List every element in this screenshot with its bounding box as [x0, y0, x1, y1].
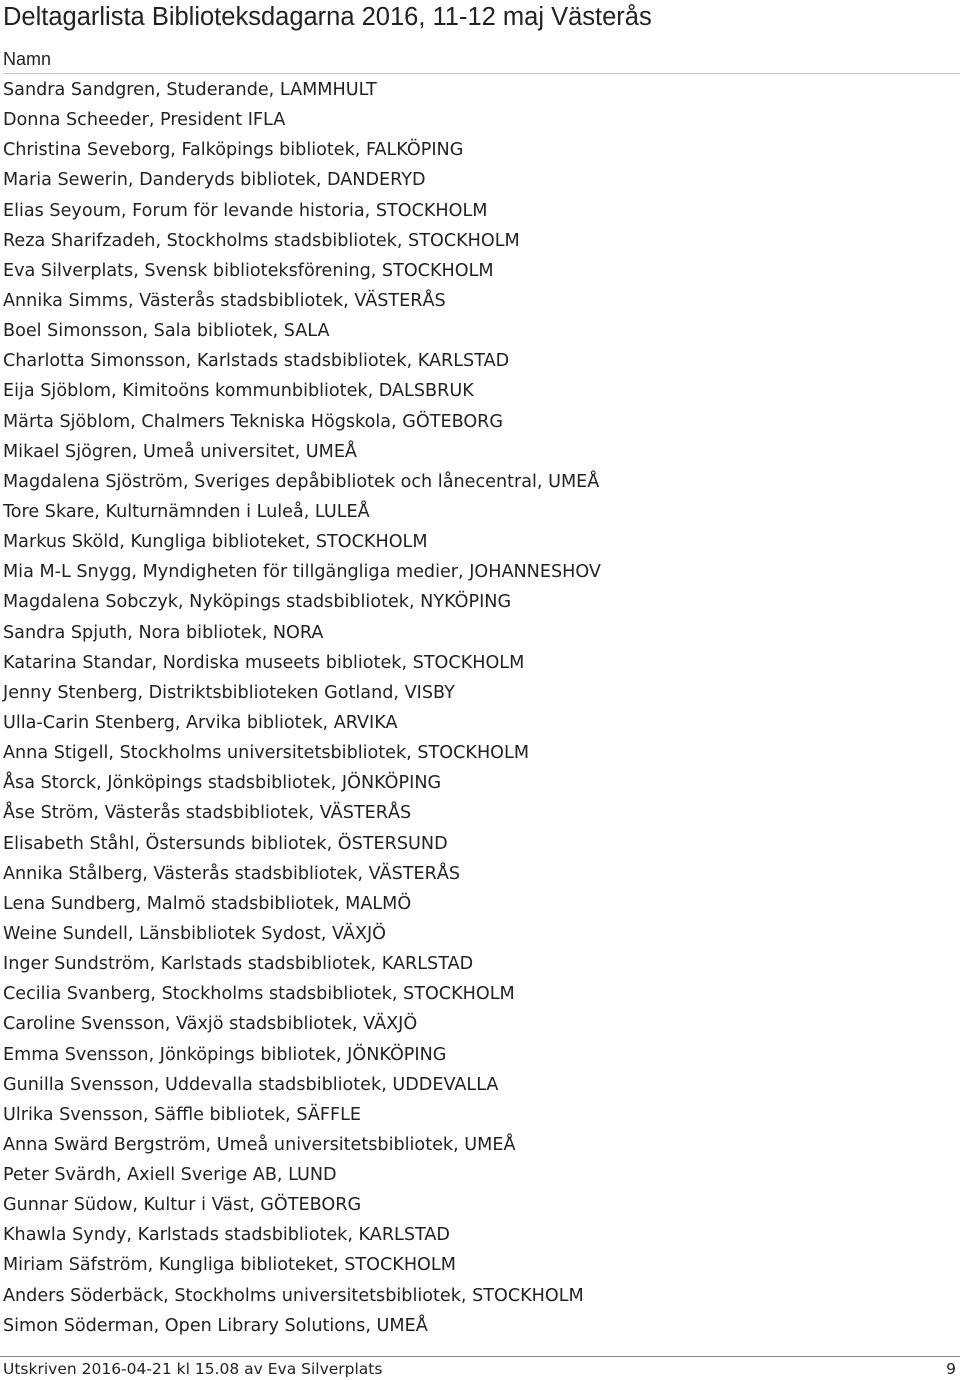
page-number: 9	[946, 1360, 956, 1378]
participant-row: Simon Söderman, Open Library Solutions, UMEÅ	[3, 1315, 428, 1336]
participant-row: Donna Scheeder, President IFLA	[3, 110, 286, 131]
participant-row: Charlotta Simonsson, Karlstads stadsbibliotek, KARLSTAD	[3, 351, 510, 372]
participant-row: Elias Seyoum, Forum för levande historia, STOCKHOLM	[3, 200, 488, 221]
page-title: Deltagarlista Biblioteksdagarna 2016, 11-12 maj Västerås	[3, 3, 652, 31]
participant-row: Magdalena Sobczyk, Nyköpings stadsbibliotek, NYKÖPING	[3, 592, 512, 613]
participant-row: Gunnar Südow, Kultur i Väst, GÖTEBORG	[3, 1195, 362, 1216]
column-header-namn: Namn	[3, 48, 960, 74]
participant-row: Emma Svensson, Jönköpings bibliotek, JÖNKÖPING	[3, 1044, 447, 1065]
participant-row: Eva Silverplats, Svensk biblioteksförening, STOCKHOLM	[3, 260, 494, 281]
participant-row: Anders Söderbäck, Stockholms universitetsbibliotek, STOCKHOLM	[3, 1285, 584, 1306]
participant-row: Boel Simonsson, Sala bibliotek, SALA	[3, 321, 330, 342]
participant-row: Maria Sewerin, Danderyds bibliotek, DANDERYD	[3, 170, 426, 191]
footer-printed-info: Utskriven 2016-04-21 kl 15.08 av Eva Silverplats	[3, 1360, 383, 1378]
participant-row: Ulla-Carin Stenberg, Arvika bibliotek, ARVIKA	[3, 712, 398, 733]
participant-row: Annika Simms, Västerås stadsbibliotek, VÄSTERÅS	[3, 290, 446, 311]
participant-row: Åse Ström, Västerås stadsbibliotek, VÄSTERÅS	[3, 803, 412, 824]
participant-row: Magdalena Sjöström, Sveriges depåbibliotek och lånecentral, UMEÅ	[3, 471, 600, 492]
participant-row: Åsa Storck, Jönköpings stadsbibliotek, JÖNKÖPING	[3, 773, 442, 794]
participant-row: Caroline Svensson, Växjö stadsbibliotek, VÄXJÖ	[3, 1014, 418, 1035]
participant-row: Mikael Sjögren, Umeå universitet, UMEÅ	[3, 441, 357, 462]
participant-row: Eija Sjöblom, Kimitoöns kommunbibliotek, DALSBRUK	[3, 381, 474, 402]
participant-row: Sandra Spjuth, Nora bibliotek, NORA	[3, 622, 324, 643]
participant-row: Jenny Stenberg, Distriktsbiblioteken Gotland, VISBY	[3, 682, 455, 703]
participant-row: Miriam Säfström, Kungliga biblioteket, STOCKHOLM	[3, 1255, 456, 1276]
participant-row: Ulrika Svensson, Säffle bibliotek, SÄFFLE	[3, 1104, 362, 1125]
participant-row: Anna Swärd Bergström, Umeå universitetsbibliotek, UMEÅ	[3, 1134, 516, 1155]
participant-row: Elisabeth Ståhl, Östersunds bibliotek, ÖSTERSUND	[3, 833, 448, 854]
participant-row: Lena Sundberg, Malmö stadsbibliotek, MALMÖ	[3, 893, 412, 914]
participant-row: Weine Sundell, Länsbibliotek Sydost, VÄXJÖ	[3, 923, 387, 944]
participant-row: Mia M-L Snygg, Myndigheten för tillgängliga medier, JOHANNESHOV	[3, 562, 601, 583]
participant-row: Annika Stålberg, Västerås stadsbibliotek, VÄSTERÅS	[3, 863, 461, 884]
participant-row: Gunilla Svensson, Uddevalla stadsbibliotek, UDDEVALLA	[3, 1074, 499, 1095]
participant-row: Anna Stigell, Stockholms universitetsbibliotek, STOCKHOLM	[3, 743, 530, 764]
participant-row: Tore Skare, Kulturnämnden i Luleå, LULEÅ	[3, 501, 370, 522]
participant-row: Markus Sköld, Kungliga biblioteket, STOCKHOLM	[3, 532, 428, 553]
participant-row: Cecilia Svanberg, Stockholms stadsbibliotek, STOCKHOLM	[3, 984, 515, 1005]
participant-row: Christina Seveborg, Falköpings bibliotek, FALKÖPING	[3, 140, 464, 161]
participant-row: Inger Sundström, Karlstads stadsbibliotek, KARLSTAD	[3, 954, 474, 975]
participant-row: Khawla Syndy, Karlstads stadsbibliotek, KARLSTAD	[3, 1225, 450, 1246]
participant-row: Peter Svärdh, Axiell Sverige AB, LUND	[3, 1165, 337, 1186]
participant-row: Reza Sharifzadeh, Stockholms stadsbibliotek, STOCKHOLM	[3, 230, 520, 251]
participant-list	[3, 75, 601, 1341]
participant-row: Märta Sjöblom, Chalmers Tekniska Högskola, GÖTEBORG	[3, 411, 504, 432]
participant-row: Katarina Standar, Nordiska museets bibliotek, STOCKHOLM	[3, 652, 525, 673]
footer-divider	[0, 1356, 960, 1357]
participant-row: Sandra Sandgren, Studerande, LAMMHULT	[3, 80, 377, 100]
